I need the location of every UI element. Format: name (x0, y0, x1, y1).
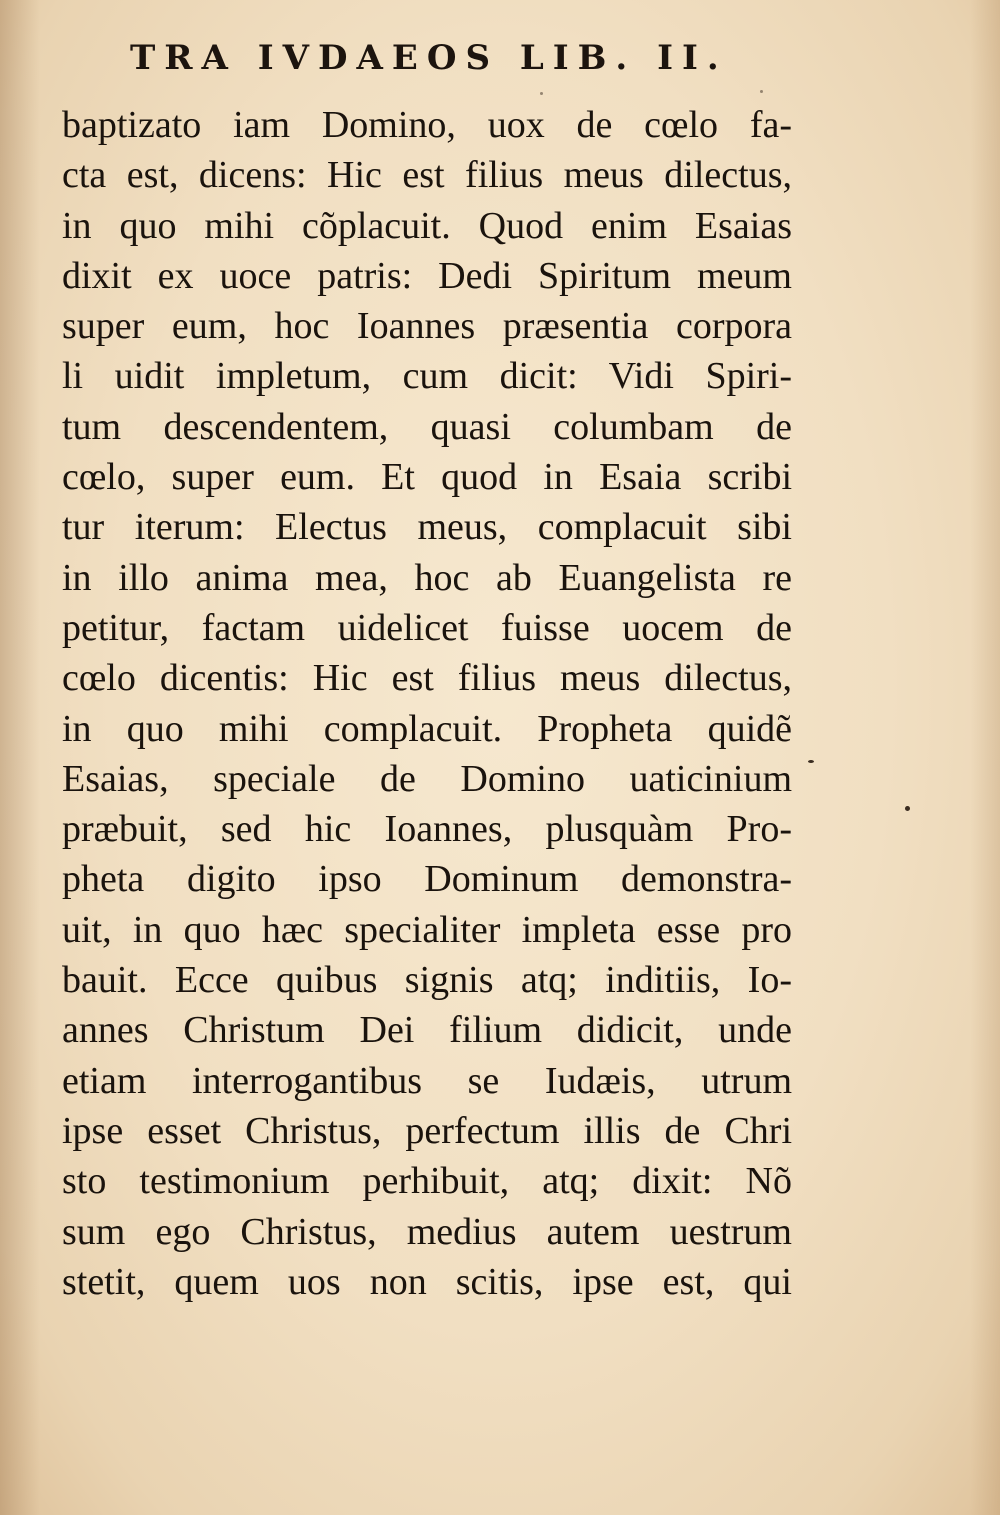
ink-speck (760, 90, 763, 93)
text-line: bauit. Ecce quibus signis atq; inditiis, Io- (62, 959, 792, 1002)
text-line: sum ego Christus, medius autem uestrum (62, 1210, 792, 1253)
running-head: TRA IVDAEOS LIB. II. (130, 38, 728, 78)
text-line: in quo mihi cõplacuit. Quod enim Esaias (62, 204, 792, 247)
text-line: annes Christum Dei filium didicit, unde (62, 1009, 792, 1052)
text-line: pheta digito ipso Dominum demonstra- (62, 858, 792, 901)
text-line: super eum, hoc Ioannes præsentia corpora (62, 305, 792, 348)
text-line: tur iterum: Electus meus, complacuit sibi (62, 506, 792, 549)
text-line: sto testimonium perhibuit, atq; dixit: Nõ (62, 1160, 792, 1203)
ink-speck (540, 92, 543, 95)
text-line: li uidit impletum, cum dicit: Vidi Spiri- (62, 355, 792, 398)
ink-speck (905, 806, 910, 811)
text-line: dixit ex uoce patris: Dedi Spiritum meum (62, 254, 792, 297)
text-line: petitur, factam uidelicet fuisse uocem de (62, 606, 792, 649)
spine-shadow (0, 0, 40, 1515)
text-line: uit, in quo hæc specialiter impleta esse pro (62, 908, 792, 951)
text-line: cœlo, super eum. Et quod in Esaia scribi (62, 456, 792, 499)
text-line: tum descendentem, quasi columbam de (62, 405, 792, 448)
text-line: ipse esset Christus, perfectum illis de Chri (62, 1109, 792, 1152)
page-edge-stain (970, 0, 1000, 1515)
text-line: baptizato iam Domino, uox de cœlo fa- (62, 104, 792, 146)
text-line: præbuit, sed hic Ioannes, plusquàm Pro- (62, 808, 792, 851)
text-line: cœlo dicentis: Hic est filius meus dilectus, (62, 657, 792, 700)
ink-speck (808, 760, 814, 763)
text-line: cta est, dicens: Hic est filius meus dilectus, (62, 154, 792, 197)
text-line: Esaias, speciale de Domino uaticinium (62, 757, 792, 800)
text-line: etiam interrogantibus se Iudæis, utrum (62, 1059, 792, 1102)
body-text (62, 100, 792, 1307)
text-line: in quo mihi complacuit. Propheta quidẽ (62, 707, 792, 750)
text-line: in illo anima mea, hoc ab Euangelista re (62, 556, 792, 599)
text-line: stetit, quem uos non scitis, ipse est, qui (62, 1260, 792, 1303)
